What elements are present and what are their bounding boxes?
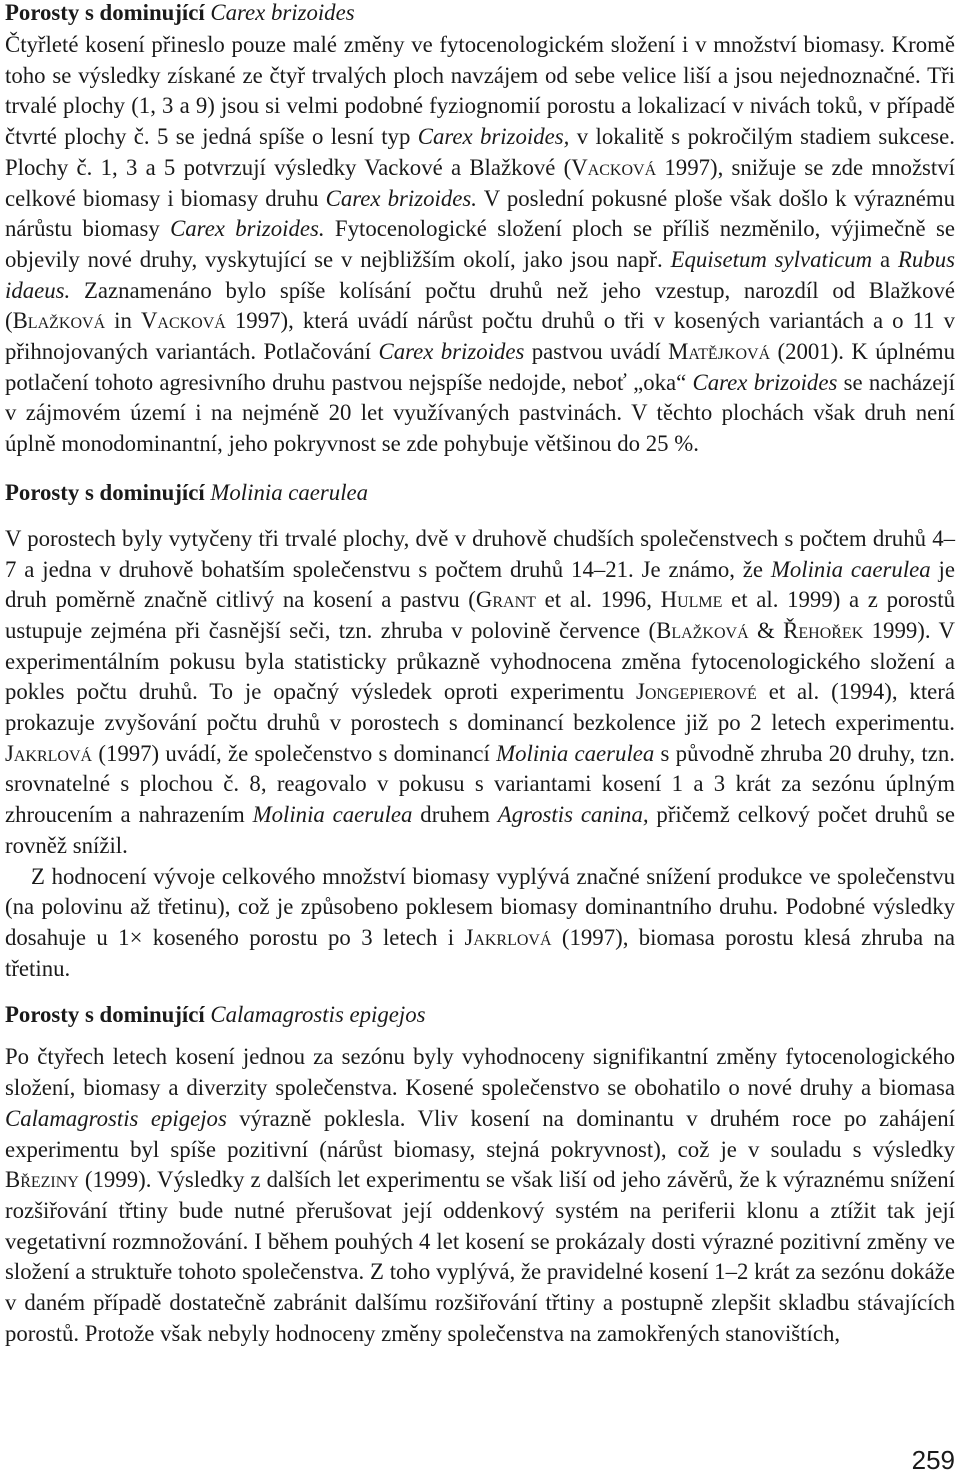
species-name: Carex brizoides.	[325, 185, 477, 211]
heading-prefix: Porosty s dominující	[5, 479, 211, 505]
text-run: in	[105, 308, 141, 334]
author-citation: Jakrlová	[464, 924, 552, 950]
author-citation: Vacková	[140, 308, 226, 334]
text-run: 1997), snižuje se zde množství celkové biomasy i biomasy druhu	[5, 154, 955, 211]
species-name: Carex brizoides.	[170, 216, 325, 242]
text-run: 1999). V experimentálním pokusu byla statisticky průkazně vyhodnocena změna fytocenologického složení a pokles počtu druhů. To je opačný výsledek oproti experimentu	[5, 617, 955, 705]
species-name: Agrostis canina,	[497, 802, 649, 828]
species-name: Equisetum sylvaticum	[670, 246, 873, 272]
author-citation: Blažková	[12, 308, 106, 334]
paragraph-carex	[5, 30, 955, 460]
text-run: přičemž celkový počet druhů se rovněž snížil.	[5, 802, 955, 858]
author-citation: Řehořek	[783, 617, 864, 643]
species-name: Carex brizoides,	[417, 124, 570, 150]
species-name: Carex brizoides	[692, 369, 838, 395]
text-run: výrazně poklesla. Vliv kosení na dominantu v druhém roce po zahájení experimentu byl spíše pozitivní (nárůst biomasy, stejná pokryvnost), což je v souladu s výsledky	[5, 1105, 955, 1162]
heading-species: Carex brizoides	[210, 0, 355, 25]
text-run: pastvou uvádí	[524, 339, 669, 365]
section-heading-carex	[5, 0, 955, 28]
text-run: druhem	[412, 802, 498, 828]
heading-species: Molinia caerulea	[210, 479, 369, 505]
author-citation: Blažková	[656, 617, 749, 643]
text-run: s původně zhruba 20 druhy, tzn. srovnatelné s plochou č. 8, reagovalo v pokusu s variantami kosení 1 a 3 krát za sezónu úplným zhroucením a nahrazením	[5, 740, 955, 828]
author-citation: Březiny	[5, 1167, 79, 1193]
text-run: (1999). Výsledky z dalších let experimentu se však liší od jeho závěrů, že k výraznému snížení rozšiřování třtiny bude nutné přerušovat její oddenkový systém na periferii klonu a ztížit tak její vegetativní rozmnožování. I během pouhých 4 let kosení se prokázaly dosti výrazné pozitivní změny ve složení a struktuře tohoto společenstva. Z toho vyplývá, že pravidelné kosení 1–2 krát za sezónu dokáže v daném případě dostatečně zabránit dalšímu rozšiřování třtiny a postupně zlepšit skladbu stávajících porostů. Protože však nebyly hodnoceny změny společenstva na zamokřených stanovištích,	[5, 1167, 955, 1346]
heading-prefix: Porosty s dominující	[5, 1002, 211, 1028]
text-run: se nacházejí v zájmovém území i na nejméně 20 let využívaných pastvinách. V těchto plochách však druh není úplně monodominantní, jeho pokryvnost se zde pohybuje většinou do 25 %.	[5, 369, 955, 457]
heading-prefix: Porosty s dominující	[5, 0, 211, 25]
species-name: Molinia caerulea	[770, 556, 931, 582]
page-number: 259	[911, 1445, 955, 1475]
section-heading-calamagrostis	[5, 1000, 955, 1030]
section-heading-molinia	[5, 478, 955, 508]
species-name: Calamagrostis epigejos	[5, 1105, 227, 1131]
text-run: 1997), která uvádí nárůst počtu druhů o tři v kosených variantách a o 11 v přihnojovaných variantách. Potlačování	[5, 308, 955, 365]
paragraph-molinia-2	[5, 862, 955, 985]
paragraph-molinia-1	[5, 524, 955, 862]
text-run: Z hodnocení vývoje celkového množství biomasy vyplývá značné snížení produkce ve společenstvu (na polovinu až třetinu), což je způsobeno poklesem biomasy dominantního druhu. Podobné výsledky dosahuje u 1× koseného porostu po 3 letech i	[5, 863, 955, 950]
text-run: Po čtyřech letech kosení jednou za sezónu byly vyhodnoceny signifikantní změny fytocenologického složení, biomasy a diverzity společenstva. Kosené společenstvo se obohatilo o nové druhy a biomasa	[5, 1044, 955, 1101]
text-run: et al. 1999) a z porostů ustupuje zejména při časnější seči, tzn. zhruba v polovině července (	[5, 587, 955, 643]
text-run: Čtyřleté kosení přineslo pouze malé změny ve fytocenologickém složení i v množství biomasy. Kromě toho se výsledky získané ze čtyř trvalých ploch navzájem od sebe velice liší a jsou nejednoznačné. Tři trvalé plochy (1, 3 a 9) jsou si velmi podobné fyziognomií porostu a lokalizací v nivách toků, v případě čtvrté plochy č. 5 se jedná spíše o lesní typ	[5, 32, 955, 150]
text-run: je druh poměrně značně citlivý na kosení a pastvu (	[5, 556, 955, 613]
species-name: Molinia caerulea	[496, 740, 655, 766]
heading-species: Calamagrostis epigejos	[210, 1002, 426, 1028]
text-run: (1997) uvádí, že společenstvo s dominancí	[92, 740, 497, 766]
paragraph-calamagrostis	[5, 1042, 955, 1349]
text-run: Fytocenologické složení ploch se příliš nezměnilo, výjimečně se objevily nové druhy, vyskytující se v nejbližším okolí, jako jsou např.	[5, 216, 955, 272]
author-citation: Vacková	[571, 154, 657, 180]
text-run: (1997), biomasa porostu klesá zhruba na třetinu.	[5, 924, 955, 981]
author-citation: Matějková	[668, 339, 771, 365]
text-run: &	[748, 617, 784, 643]
text-run: Zaznamenáno bylo spíše kolísání počtu druhů než jeho vzestup, narozdíl od Blažkové (	[5, 277, 955, 334]
page-body	[5, 0, 955, 1349]
species-name: Molinia caerulea	[252, 802, 413, 828]
author-citation: Jongepierové	[635, 679, 757, 705]
species-name: Rubus idaeus.	[5, 246, 955, 303]
species-name: Carex brizoides	[378, 339, 525, 365]
text-run: et al. 1996,	[535, 587, 661, 613]
author-citation: Hulme	[660, 587, 723, 613]
text-run: (2001). K úplnému potlačení tohoto agresivního druhu pastvou nejspíše nedojde, neboť „oka“	[5, 339, 955, 395]
text-run: V poslední pokusné ploše však došlo k výraznému nárůstu biomasy	[5, 185, 955, 242]
text-run: a	[872, 246, 898, 272]
text-run: v lokalitě s pokročilým stadiem sukcese. Plochy č. 1, 3 a 5 potvrzují výsledky Vackové a Blažkové (	[5, 124, 955, 180]
text-run: et al. (1994), která prokazuje zvyšování počtu druhů v porostech s dominancí bezkolence již po 2 letech experimentu.	[5, 679, 955, 736]
author-citation: Jakrlová	[5, 740, 93, 766]
author-citation: Grant	[475, 587, 536, 613]
text-run: V porostech byly vytyčeny tři trvalé plochy, dvě v druhově chudších společenstvech s počtem druhů 4–7 a jedna v druhově bohatším společenstvu s počtem druhů 14–21. Je známo, že	[5, 525, 955, 582]
